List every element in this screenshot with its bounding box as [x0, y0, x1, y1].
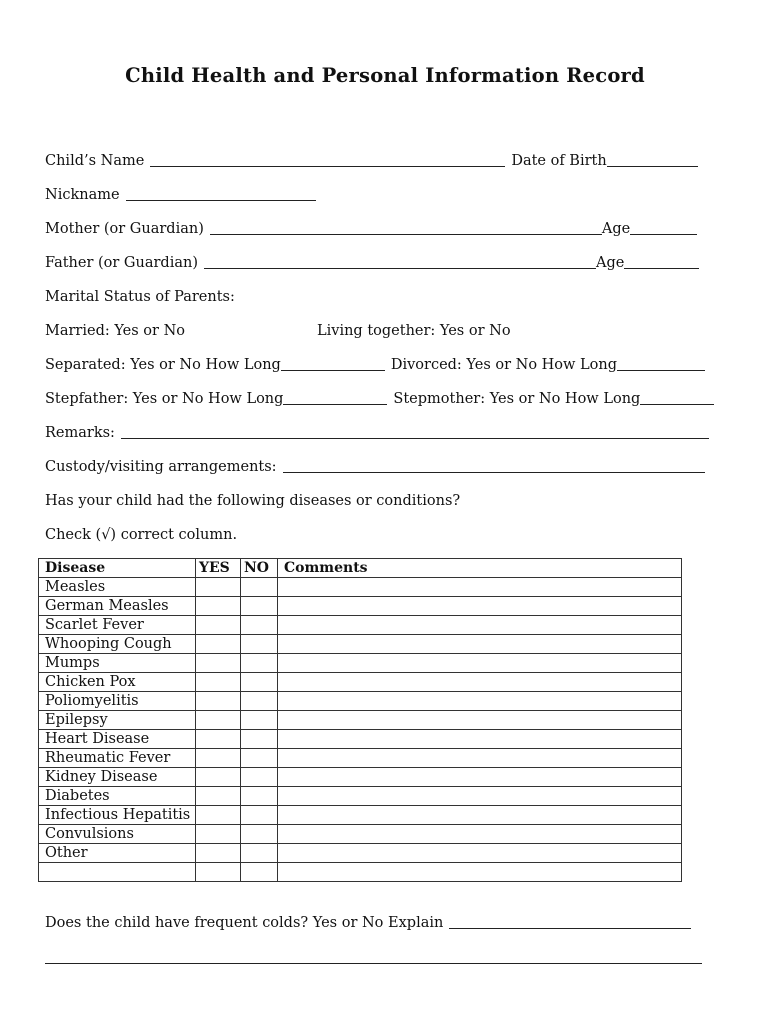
table-header-row [39, 559, 682, 578]
colds-explain-field[interactable] [449, 914, 691, 929]
comments-cell[interactable] [278, 863, 682, 882]
child-name-label: Child’s Name [45, 153, 145, 169]
extra-explain-line[interactable] [45, 963, 702, 964]
disease-name-cell: Chicken Pox [39, 673, 196, 692]
yes-checkbox-cell[interactable] [196, 844, 241, 863]
disease-name-cell: Epilepsy [39, 711, 196, 730]
comments-cell[interactable] [278, 654, 682, 673]
nickname-label: Nickname [45, 187, 120, 203]
diseases-question: Has your child had the following diseases or conditions? [45, 493, 461, 509]
yes-checkbox-cell[interactable] [196, 692, 241, 711]
table-row [39, 749, 682, 768]
yes-checkbox-cell[interactable] [196, 825, 241, 844]
table-row [39, 730, 682, 749]
disease-name-cell: Mumps [39, 654, 196, 673]
comments-cell[interactable] [278, 730, 682, 749]
yes-checkbox-cell[interactable] [196, 673, 241, 692]
table-row [39, 654, 682, 673]
remarks-row [45, 424, 709, 442]
remarks-label: Remarks: [45, 425, 115, 441]
separated-how-long-field[interactable] [281, 356, 385, 371]
divorced-how-long-field[interactable] [617, 356, 705, 371]
disease-name-cell: Rheumatic Fever [39, 749, 196, 768]
table-row [39, 768, 682, 787]
nickname-row [45, 186, 316, 204]
no-checkbox-cell[interactable] [241, 616, 278, 635]
no-column-header: NO [241, 559, 278, 578]
yes-checkbox-cell[interactable] [196, 787, 241, 806]
comments-column-header: Comments [278, 559, 682, 578]
comments-cell[interactable] [278, 692, 682, 711]
no-checkbox-cell[interactable] [241, 844, 278, 863]
yes-checkbox-cell[interactable] [196, 635, 241, 654]
no-checkbox-cell[interactable] [241, 597, 278, 616]
disease-name-cell: Convulsions [39, 825, 196, 844]
comments-cell[interactable] [278, 616, 682, 635]
yes-column-header: YES [196, 559, 241, 578]
custody-row [45, 458, 705, 476]
nickname-field[interactable] [126, 186, 316, 201]
table-row [39, 863, 682, 882]
table-row [39, 597, 682, 616]
stepmother-how-long-field[interactable] [640, 390, 714, 405]
disease-name-cell: Infectious Hepatitis [39, 806, 196, 825]
comments-cell[interactable] [278, 768, 682, 787]
no-checkbox-cell[interactable] [241, 806, 278, 825]
dob-field[interactable] [607, 152, 698, 167]
no-checkbox-cell[interactable] [241, 825, 278, 844]
table-row [39, 673, 682, 692]
yes-checkbox-cell[interactable] [196, 806, 241, 825]
remarks-field[interactable] [121, 424, 709, 439]
table-row [39, 825, 682, 844]
check-instruction-row [45, 526, 237, 544]
custody-label: Custody/visiting arrangements: [45, 459, 277, 475]
married-label[interactable]: Married: Yes or No [45, 323, 185, 339]
disease-name-cell: Kidney Disease [39, 768, 196, 787]
dob-label: Date of Birth [511, 153, 607, 169]
check-instruction: Check (√) correct column. [45, 527, 238, 543]
disease-table-body [39, 578, 682, 882]
custody-field[interactable] [283, 458, 705, 473]
living-together-label[interactable]: Living together: Yes or No [317, 323, 511, 339]
disease-name-cell: Measles [39, 578, 196, 597]
no-checkbox-cell[interactable] [241, 863, 278, 882]
table-row [39, 844, 682, 863]
disease-column-header: Disease [39, 559, 196, 578]
separated-row [45, 356, 705, 374]
table-row [39, 635, 682, 654]
stepmother-label[interactable]: Stepmother: Yes or No How Long [393, 391, 641, 407]
disease-name-cell: Heart Disease [39, 730, 196, 749]
father-row [45, 254, 699, 272]
table-row [39, 806, 682, 825]
disease-name-cell [39, 863, 196, 882]
stepfather-how-long-field[interactable] [283, 390, 387, 405]
yes-checkbox-cell[interactable] [196, 863, 241, 882]
stepfather-label[interactable]: Stepfather: Yes or No How Long [45, 391, 284, 407]
disease-name-cell: Poliomyelitis [39, 692, 196, 711]
step-parent-row [45, 390, 714, 408]
no-checkbox-cell[interactable] [241, 711, 278, 730]
yes-checkbox-cell[interactable] [196, 768, 241, 787]
mother-age-field[interactable] [630, 220, 697, 235]
mother-row [45, 220, 697, 238]
colds-question: Does the child have frequent colds? Yes or No Explain [45, 915, 444, 931]
no-checkbox-cell[interactable] [241, 787, 278, 806]
comments-cell[interactable] [278, 711, 682, 730]
colds-row [45, 914, 691, 932]
child-name-row [45, 152, 698, 170]
comments-cell[interactable] [278, 578, 682, 597]
father-field[interactable] [204, 254, 596, 269]
separated-label[interactable]: Separated: Yes or No How Long [45, 357, 281, 373]
comments-cell[interactable] [278, 597, 682, 616]
comments-cell[interactable] [278, 787, 682, 806]
table-row [39, 616, 682, 635]
yes-checkbox-cell[interactable] [196, 616, 241, 635]
disease-name-cell: Diabetes [39, 787, 196, 806]
disease-table [38, 558, 682, 882]
father-age-field[interactable] [624, 254, 699, 269]
yes-checkbox-cell[interactable] [196, 597, 241, 616]
father-label: Father (or Guardian) [45, 255, 198, 271]
disease-name-cell: German Measles [39, 597, 196, 616]
comments-cell[interactable] [278, 673, 682, 692]
no-checkbox-cell[interactable] [241, 768, 278, 787]
mother-age-label: Age [601, 221, 631, 237]
page-title: Child Health and Personal Information Record [125, 64, 645, 87]
comments-cell[interactable] [278, 825, 682, 844]
table-row [39, 692, 682, 711]
yes-checkbox-cell[interactable] [196, 749, 241, 768]
diseases-question-row [45, 492, 460, 510]
no-checkbox-cell[interactable] [241, 673, 278, 692]
table-row [39, 711, 682, 730]
yes-checkbox-cell[interactable] [196, 578, 241, 597]
child-name-field[interactable] [150, 152, 505, 167]
married-row [45, 322, 511, 340]
comments-cell[interactable] [278, 844, 682, 863]
divorced-label[interactable]: Divorced: Yes or No How Long [390, 357, 618, 373]
comments-cell[interactable] [278, 635, 682, 654]
mother-label: Mother (or Guardian) [45, 221, 204, 237]
marital-status-label: Marital Status of Parents: [45, 289, 235, 305]
father-age-label: Age [596, 255, 625, 271]
comments-cell[interactable] [278, 749, 682, 768]
no-checkbox-cell[interactable] [241, 578, 278, 597]
no-checkbox-cell[interactable] [241, 749, 278, 768]
yes-checkbox-cell[interactable] [196, 711, 241, 730]
table-row [39, 787, 682, 806]
disease-name-cell: Other [39, 844, 196, 863]
disease-name-cell: Whooping Cough [39, 635, 196, 654]
marital-status-row [45, 288, 235, 306]
disease-name-cell: Scarlet Fever [39, 616, 196, 635]
no-checkbox-cell[interactable] [241, 635, 278, 654]
mother-field[interactable] [210, 220, 602, 235]
no-checkbox-cell[interactable] [241, 730, 278, 749]
no-checkbox-cell[interactable] [241, 654, 278, 673]
yes-checkbox-cell[interactable] [196, 730, 241, 749]
yes-checkbox-cell[interactable] [196, 654, 241, 673]
comments-cell[interactable] [278, 806, 682, 825]
table-row [39, 578, 682, 597]
no-checkbox-cell[interactable] [241, 692, 278, 711]
